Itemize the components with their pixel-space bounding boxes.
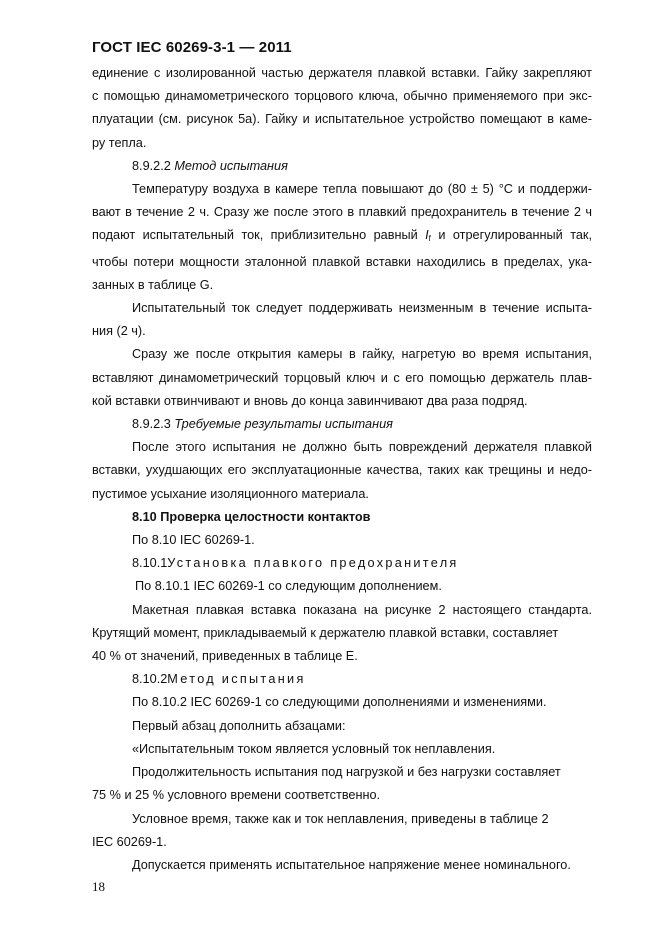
subsection-heading: [92, 668, 592, 691]
text-line: с помощью динамометрического торцового ключа, обычно применяемого при экс-: [92, 89, 592, 104]
page-number: 18: [92, 879, 105, 894]
text-line: Крутящий момент, прикладываемый к держателю плавкой вставки, составляет: [92, 625, 559, 640]
subsection-number: 8.9.2.2: [132, 158, 171, 173]
subsection-number: 8.10.2: [132, 672, 168, 687]
standard-header: ГОСТ IEC 60269-3-1 — 2011: [92, 39, 292, 56]
text-line: Первый абзац дополнить абзацами:: [132, 718, 346, 733]
subsection-heading: [92, 155, 592, 178]
text-line: вают в течение 2 ч. Сразу же после этого в плавкий предохранитель в течение 2 ч: [92, 205, 592, 220]
text-line: По 8.10.2 IEC 60269-1 со следующими дополнениями и изменениями.: [132, 695, 547, 710]
text-line: Условное время, также как и ток неплавления, приведены в таблице 2: [132, 811, 549, 826]
text-line: вставляют динамометрический торцовый ключ и с его помощью держатель плав-: [92, 370, 592, 385]
text-line: пустимое усыхание изоляционного материала.: [92, 486, 369, 501]
text-line: Продолжительность испытания под нагрузкой и без нагрузки составляет: [132, 765, 561, 780]
current-symbol-subscript: f: [428, 234, 431, 244]
text-line: [92, 224, 592, 250]
text-line: 40 % от значений, приведенных в таблице Е.: [92, 649, 358, 664]
subsection-title: Метод испытания: [174, 158, 288, 173]
text-line: плуатации (см. рисунок 5а). Гайку и испытательное устройство помещают в каме-: [92, 112, 592, 127]
subsection-heading: [92, 413, 592, 436]
subsection-heading: [92, 552, 592, 575]
text-line: IEC 60269-1.: [92, 834, 167, 849]
subsection-title: Установка плавкого предохранителя: [167, 556, 459, 571]
text-line: занных в таблице G.: [92, 277, 214, 292]
text-fragment: подают испытательный ток, приблизительно равный: [92, 228, 418, 243]
text-line: вставки, ухудшающих его эксплуатационные качества, таких как трещины и недо-: [92, 463, 592, 478]
current-symbol: I: [425, 228, 429, 243]
text-line: 75 % и 25 % условного времени соответственно.: [92, 788, 381, 803]
text-line: чтобы потери мощности эталонной плавкой вставки находились в пределах, ука-: [92, 254, 592, 269]
subsection-title: Требуемые результаты испытания: [174, 417, 393, 432]
text-line: По 8.10 IEC 60269-1.: [132, 533, 255, 548]
body-text: [92, 62, 592, 877]
text-line: ния (2 ч).: [92, 324, 146, 339]
text-fragment: и отрегулированный так,: [438, 228, 593, 243]
subsection-number: 8.9.2.3: [132, 417, 171, 432]
text-line: После этого испытания не должно быть повреждений держателя плавкой: [132, 440, 592, 455]
text-line: По 8.10.1 IEC 60269-1 со следующим дополнением.: [135, 579, 442, 594]
text-line: Макетная плавкая вставка показана на рисунке 2 настоящего стандарта.: [132, 602, 592, 617]
text-line: Сразу же после открытия камеры в гайку, нагретую во время испытания,: [132, 347, 592, 362]
subsection-title: Метод испытания: [167, 672, 306, 687]
text-line: «Испытательным током является условный ток неплавления.: [132, 741, 496, 756]
section-heading: 8.10 Проверка целостности контактов: [132, 509, 371, 524]
text-line: ру тепла.: [92, 135, 147, 150]
text-line: Испытательный ток следует поддерживать неизменным в течение испыта-: [132, 301, 592, 316]
text-line: Температуру воздуха в камере тепла повышают до (80 ± 5) °С и поддержи-: [132, 182, 592, 197]
text-line: кой вставки отвинчивают и вновь до конца завинчивают два раза подряд.: [92, 393, 528, 408]
text-line: единение с изолированной частью держателя плавкой вставки. Гайку закрепляют: [92, 66, 592, 80]
text-line: Допускается применять испытательное напряжение менее номинального.: [132, 857, 571, 872]
subsection-number: 8.10.1: [132, 556, 168, 571]
